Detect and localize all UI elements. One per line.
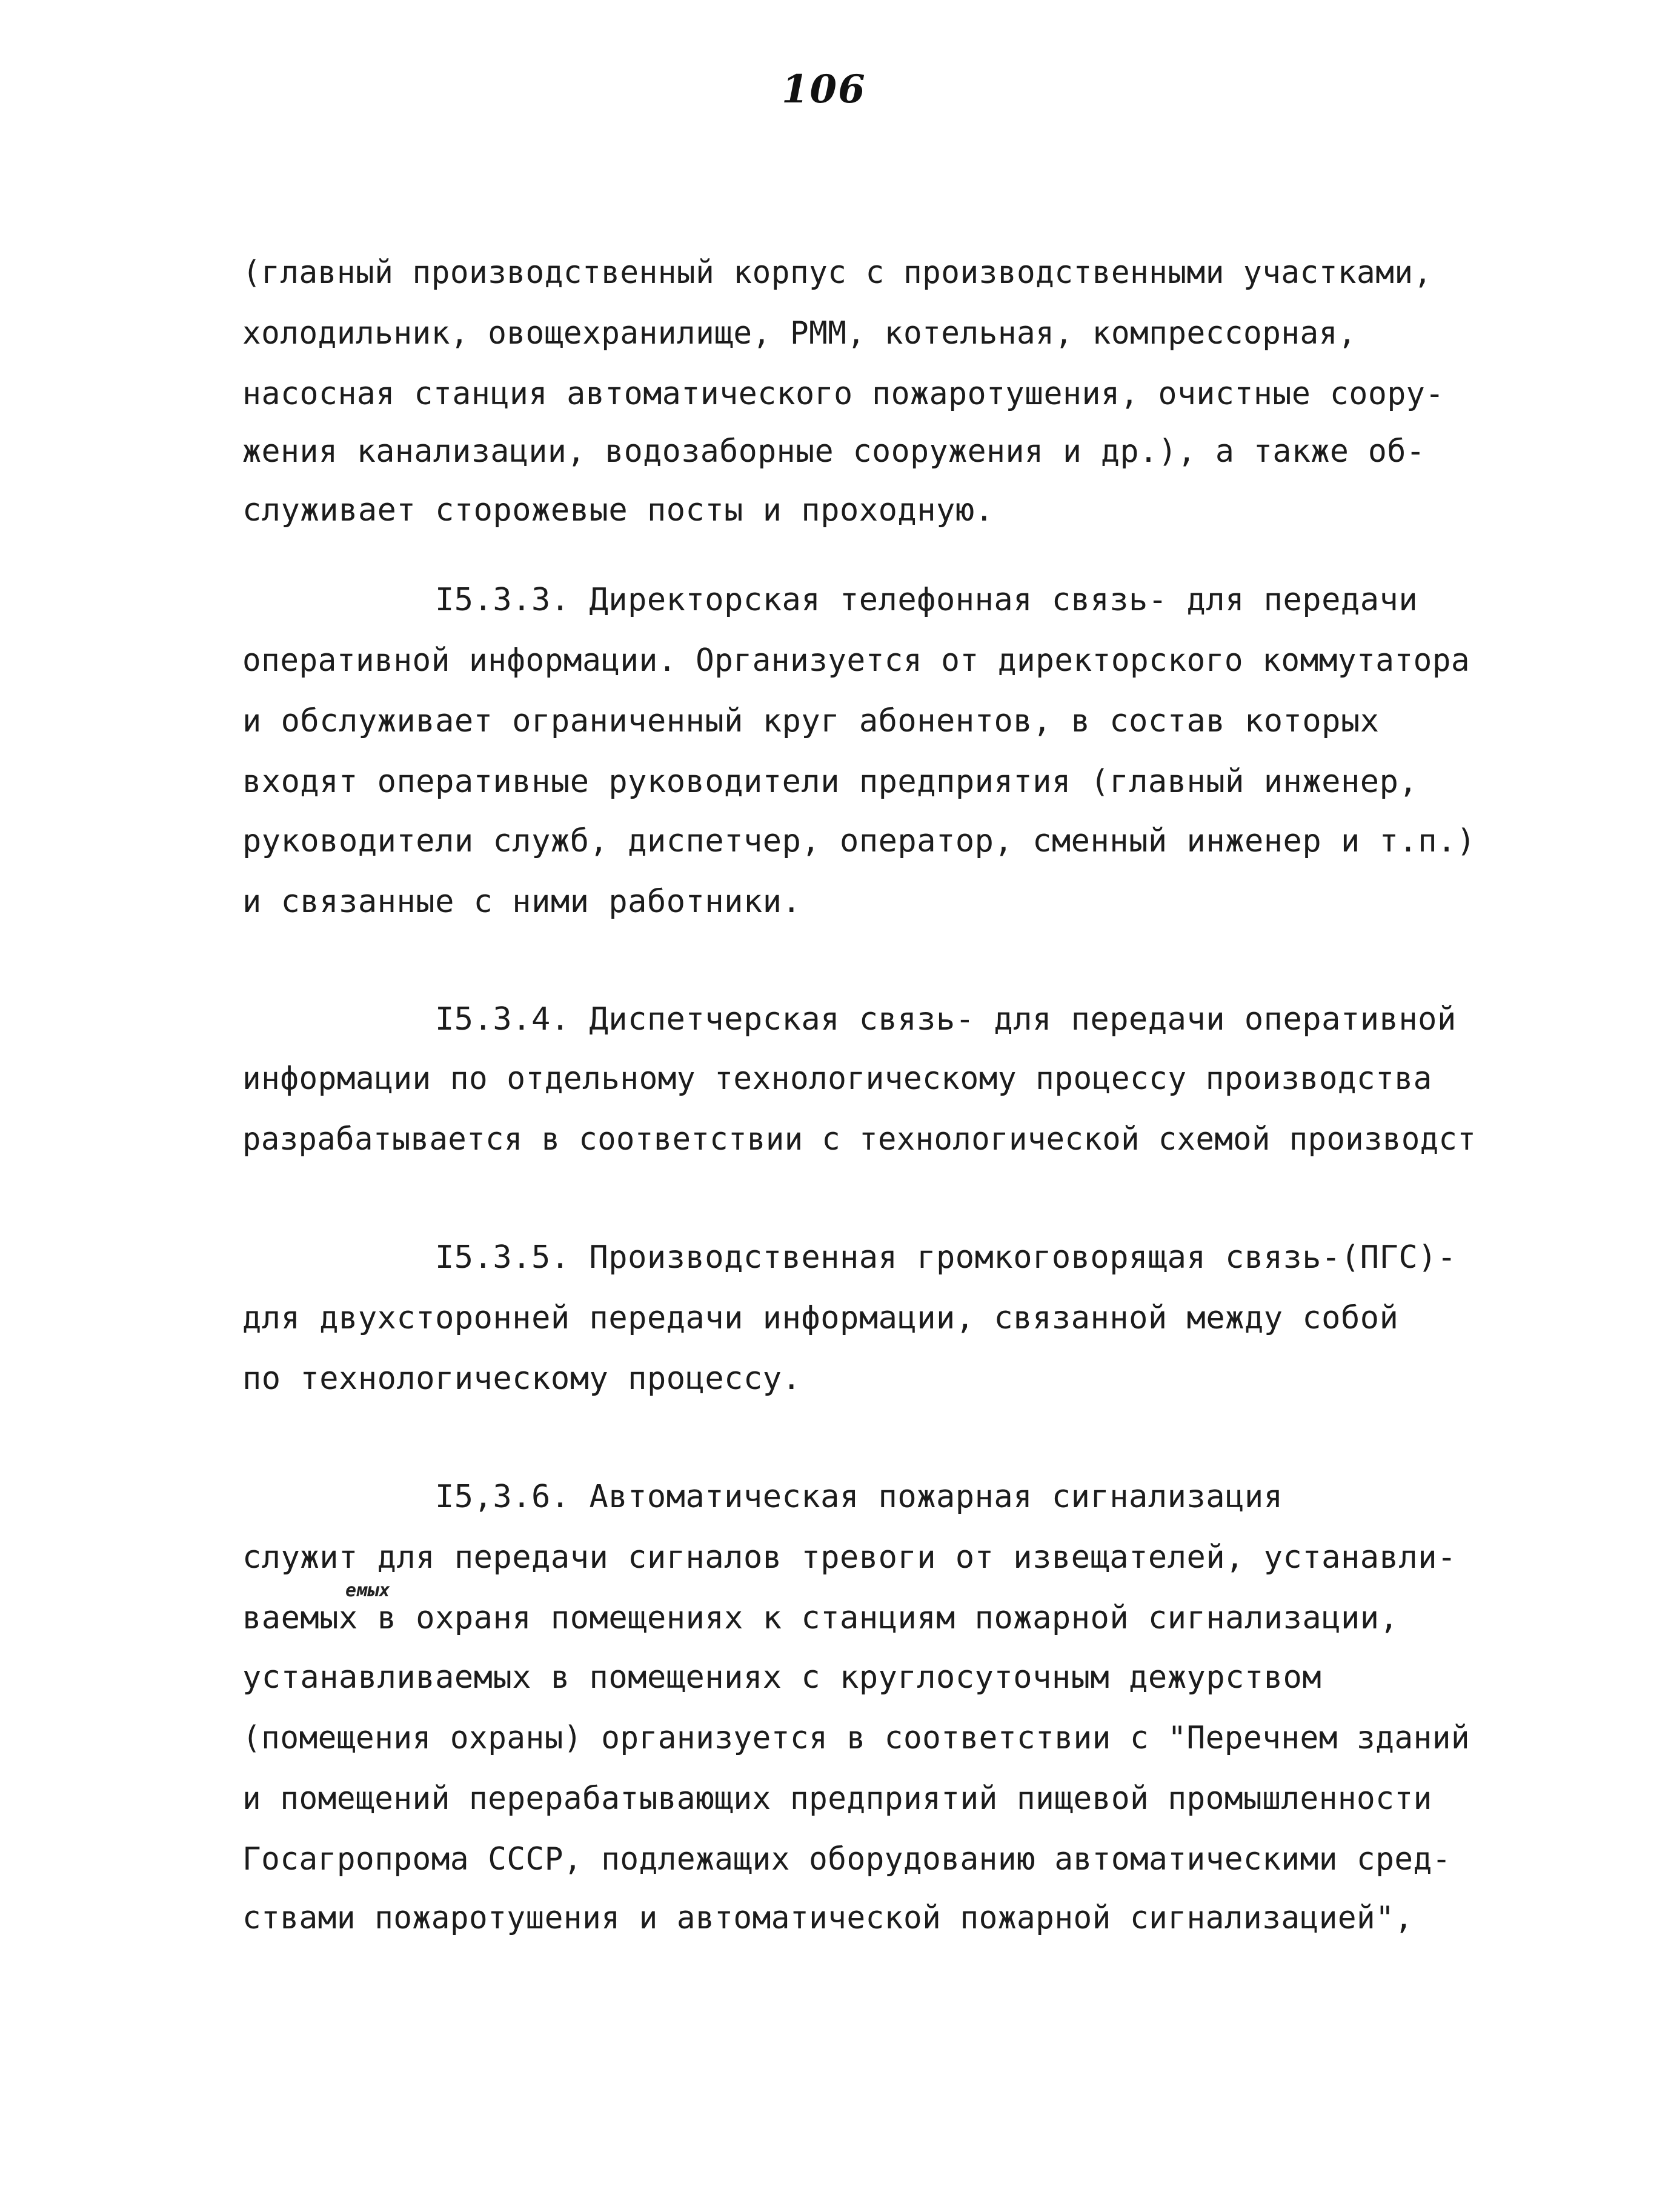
text-line: по технологическому процессу. [242, 1361, 802, 1397]
text-line: и связанные с ними работники. [242, 884, 802, 920]
text-line: для двухсторонней передачи информации, связанной между собой [242, 1300, 1399, 1336]
text-line: служивает сторожевые посты и проходную. [242, 492, 994, 528]
text-line: информации по отдельному технологическому процессу производства [242, 1061, 1432, 1097]
text-line: руководители служб, диспетчер, оператор, сменный инженер и т.п.) [242, 823, 1476, 859]
section-heading-line: I5.3.4. Диспетчерская связь- для передачи оперативной [435, 1001, 1457, 1038]
section-heading-line: I5.3.5. Производственная громкоговорящая связь-(ПГС)- [435, 1239, 1457, 1276]
text-line: разрабатывается в соответствии с технологической схемой производст [242, 1121, 1477, 1158]
text-line: (главный производственный корпус с производственными участками, [242, 255, 1432, 291]
text-line: устанавливаемых в помещениях с круглосуточным дежурством [242, 1659, 1322, 1696]
text-line: и обслуживает ограниченный круг абонентов, в состав которых [242, 703, 1380, 739]
text-line: холодильник, овощехранилище, РММ, котельная, компрессорная, [242, 315, 1357, 351]
text-line: служит для передачи сигналов тревоги от извещателей, устанавли- [242, 1539, 1457, 1576]
inserted-word-wrapper [242, 1580, 532, 1636]
text-line: ствами пожаротушения и автоматической пожарной сигнализацией", [242, 1900, 1414, 1936]
text-line: оперативной информации. Организуется от директорского коммутатора [242, 642, 1470, 679]
text-line: жения канализации, водозаборные сооружения и др.), а также об- [242, 433, 1426, 470]
section-heading-line: I5,3.6. Автоматическая пожарная сигнализация [435, 1479, 1283, 1515]
text-fragment: помещениях к станциям пожарной сигнализации, [550, 1600, 1399, 1636]
section-heading-line: I5.3.3. Директорская телефонная связь- для передачи [435, 582, 1418, 618]
handwritten-insertion: емых [345, 1580, 391, 1601]
page-number: 106 [782, 67, 866, 112]
text-fragment: ваемых в охраня [242, 1600, 532, 1636]
text-line: (помещения охраны) организуется в соответствии с "Перечнем зданий [242, 1720, 1470, 1756]
text-line: и помещений перерабатывающих предприятий пищевой промышленности [242, 1781, 1432, 1817]
text-line: Госагропрома СССР, подлежащих оборудованию автоматическими сред- [242, 1841, 1451, 1877]
text-line: входят оперативные руководители предприятия (главный инженер, [242, 764, 1418, 800]
text-line-with-insert [242, 1580, 1399, 1636]
text-line: насосная станция автоматического пожаротушения, очистные соору- [242, 376, 1444, 412]
